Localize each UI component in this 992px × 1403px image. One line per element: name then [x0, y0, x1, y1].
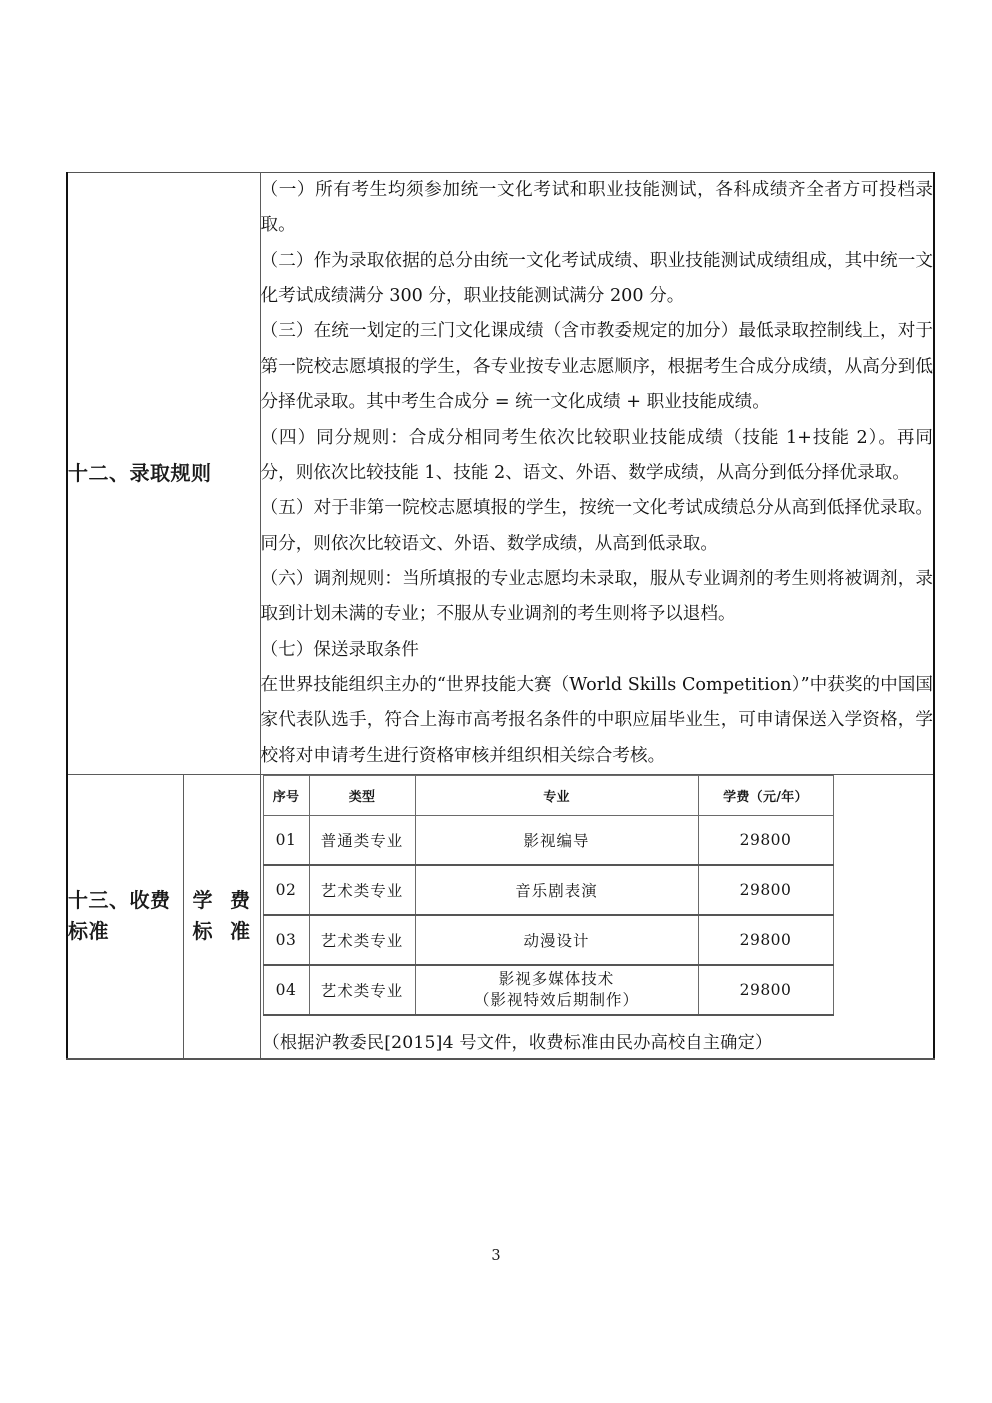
fee-cell-major-3: 动漫设计 [415, 915, 698, 965]
admission-rules-row [67, 173, 934, 775]
fee-header-major: 专业 [415, 776, 698, 816]
fee-cell-type-3: 艺术类专业 [309, 915, 415, 965]
tuition-standard-line2: 标准 [192, 919, 251, 944]
rule-paragraph-2: （二）作为录取依据的总分由统一文化考试成绩、职业技能测试成绩组成，其中统一文化考试成绩满分 300 分，职业技能测试满分 200 分。 [260, 250, 933, 307]
table-row [263, 865, 833, 915]
fee-cell-major-2: 音乐剧表演 [415, 865, 698, 915]
rule-paragraph-4: （四）同分规则：合成分相同考生依次比较职业技能成绩（技能 1+技能 2）。再同分，则依次比较技能 1、技能 2、语文、外语、数学成绩，从高分到低分择优录取。 [260, 427, 933, 483]
rule-paragraph-6: （六）调剂规则：当所填报的专业志愿均未录取，服从专业调剂的考生则将被调剂，录取到计划未满的专业；不服从专业调剂的考生则将予以退档。 [260, 568, 933, 625]
rule-paragraph-1: （一）所有考生均须参加统一文化考试和职业技能测试，各科成绩齐全者方可投档录取。 [260, 180, 933, 236]
fee-cell-major-4-line1: 影视多媒体技术 [498, 969, 615, 988]
table-row [263, 816, 833, 866]
section-label-admission-rules: 十二、录取规则 [67, 173, 260, 775]
fee-standard-label-line2: 标准 [68, 919, 109, 944]
rule-paragraph-7: （七）保送录取条件 [260, 639, 419, 660]
fee-header-no: 序号 [263, 776, 309, 816]
fee-cell-type-2: 艺术类专业 [309, 865, 415, 915]
section-label-fee-standard [67, 775, 183, 1059]
fee-standard-label-line1: 十三、收费 [68, 888, 171, 913]
fee-policy-note: （根据沪教委民[2015]4 号文件，收费标准由民办高校自主确定） [262, 1033, 773, 1054]
fee-standard-content [260, 775, 934, 1059]
fee-table-header-row [263, 776, 833, 816]
fee-cell-fee-1: 29800 [698, 816, 833, 866]
fee-cell-major-4-line2: （影视特效后期制作） [473, 991, 639, 1010]
rule-paragraph-5: （五）对于非第一院校志愿填报的学生，按统一文化考试成绩总分从高到低择优录取。同分，则依次比较语文、外语、数学成绩，从高到低录取。 [260, 498, 933, 554]
fee-cell-major-1: 影视编导 [415, 816, 698, 866]
main-content-table [66, 172, 935, 1060]
fee-cell-type-1: 普通类专业 [309, 816, 415, 866]
tuition-fee-table [263, 775, 834, 1016]
fee-cell-no-3: 03 [263, 915, 309, 965]
fee-header-fee: 学费（元/年） [698, 776, 833, 816]
table-row [263, 915, 833, 965]
rule-paragraph-8-recommendation: 在世界技能组织主办的“世界技能大赛（World Skills Competition）”中获奖的中国国家代表队选手，符合上海市高考报名条件的中职应届毕业生，可申请保送入学资格，学校将对申请考生进行资格审核并组织相关综合考核。 [260, 675, 933, 766]
sub-label-tuition-standard [183, 775, 260, 1059]
fee-header-type: 类型 [309, 776, 415, 816]
tuition-standard-line1: 学费 [192, 888, 251, 913]
rule-paragraph-3: （三）在统一划定的三门文化课成绩（含市教委规定的加分）最低录取控制线上，对于第一院校志愿填报的学生，各专业按专业志愿顺序，根据考生合成分成绩，从高分到低分择优录取。其中考生合成分 = 统一文化成绩 + 职业技能成绩。 [260, 321, 933, 413]
admission-rules-content [260, 173, 934, 775]
fee-cell-type-4: 艺术类专业 [309, 965, 415, 1015]
page-number: 3 [491, 1248, 501, 1264]
fee-standard-row [67, 775, 934, 1059]
fee-cell-fee-2: 29800 [698, 865, 833, 915]
table-row [263, 965, 833, 1015]
fee-cell-no-1: 01 [263, 816, 309, 866]
fee-cell-fee-4: 29800 [698, 965, 833, 1015]
fee-cell-fee-3: 29800 [698, 915, 833, 965]
fee-cell-no-2: 02 [263, 865, 309, 915]
fee-cell-no-4: 04 [263, 965, 309, 1015]
fee-cell-major-4 [415, 965, 698, 1015]
